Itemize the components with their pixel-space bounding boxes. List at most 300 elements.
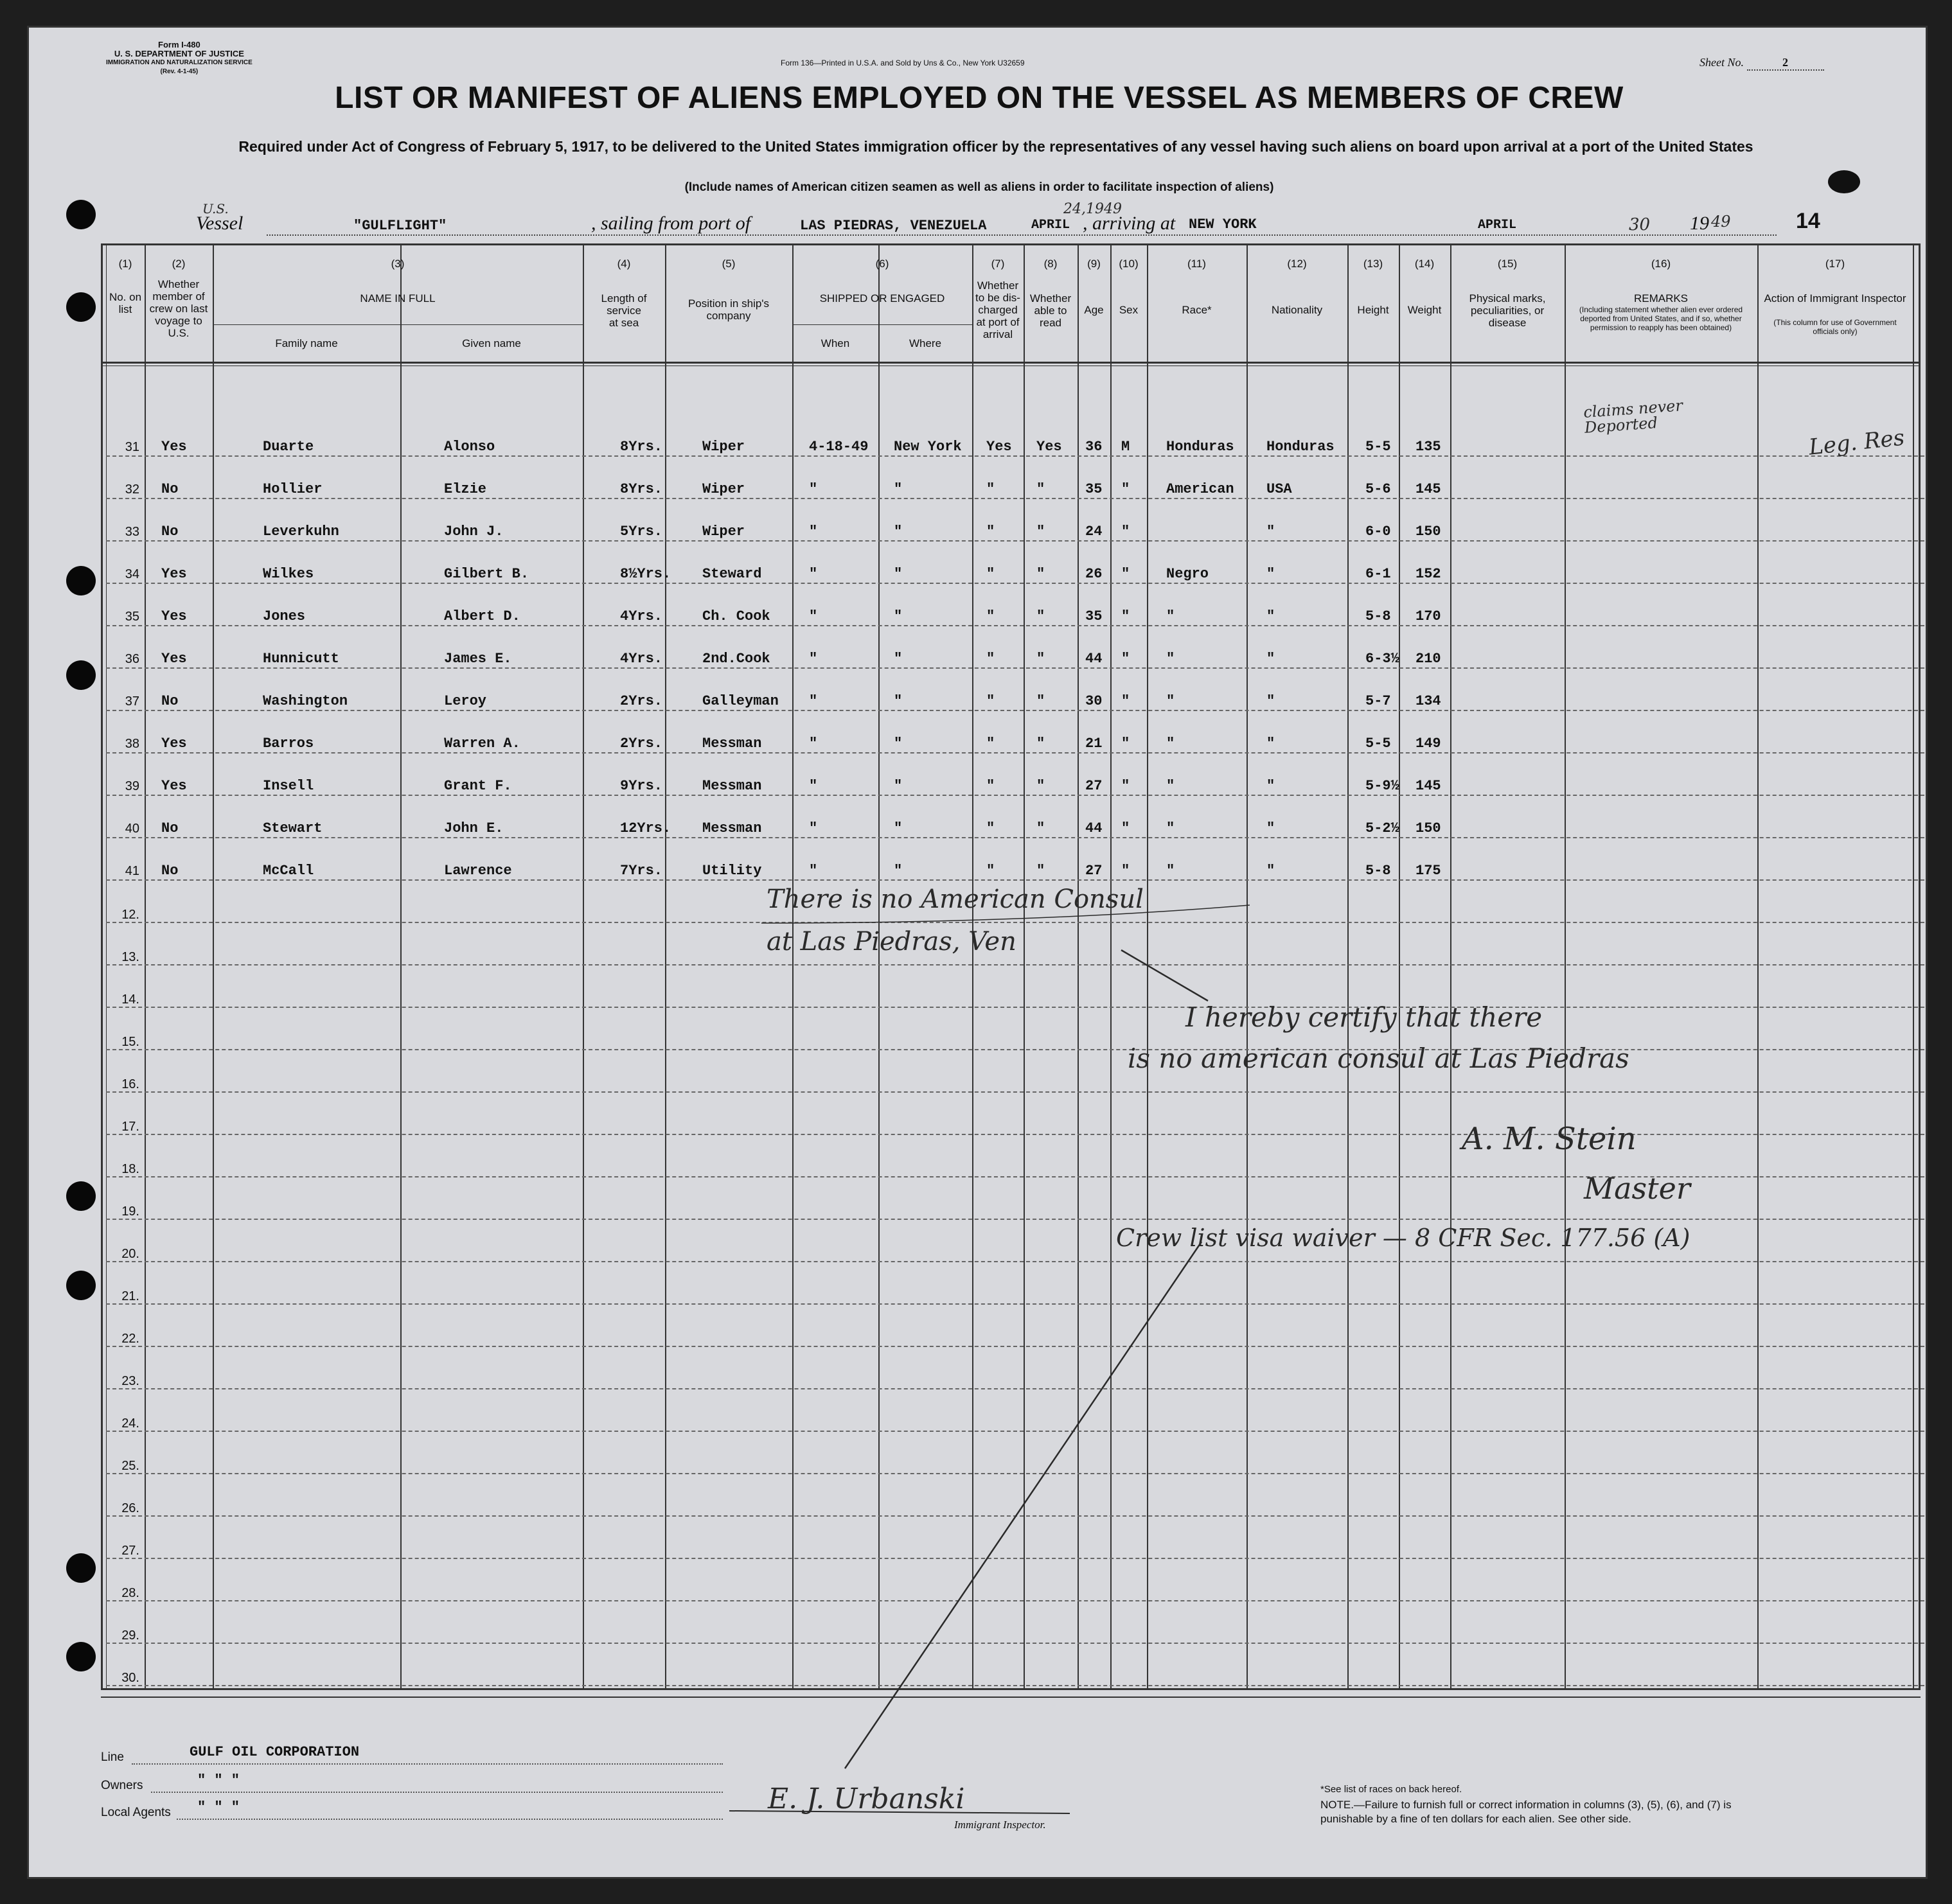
depart-month: APRIL — [1031, 218, 1070, 233]
cell-prev: No — [161, 693, 179, 709]
row-number: 23. — [121, 1374, 139, 1388]
cell-age: 27 — [1085, 863, 1103, 879]
line-label: Line — [101, 1750, 124, 1764]
cell-sex: " — [1121, 608, 1130, 624]
row-rule — [106, 498, 1924, 499]
cell-given: John J. — [444, 524, 504, 540]
row-number: 15. — [121, 1035, 139, 1049]
row-number: 18. — [121, 1162, 139, 1176]
cell-where: " — [894, 693, 903, 709]
cell-sex: " — [1121, 736, 1130, 752]
form-id-line: U. S. DEPARTMENT OF JUSTICE — [114, 49, 244, 58]
cell-service: 2Yrs. — [620, 693, 663, 709]
cell-sex: " — [1121, 820, 1130, 836]
row-number: 28. — [121, 1586, 139, 1600]
row-number: 30. — [121, 1671, 139, 1685]
row-number: 19. — [121, 1204, 139, 1219]
action-note: (This column for use of Government officials only) — [1773, 318, 1897, 336]
cell-read: " — [1036, 863, 1045, 879]
subnote: (Include names of American citizen seamen as well as aliens in order to facilitate inspection of aliens) — [684, 181, 1274, 194]
row-rule — [106, 455, 1924, 457]
row-number: 13. — [121, 950, 139, 964]
corner-number: 14 — [1796, 209, 1820, 233]
cell-height: 5-6 — [1365, 481, 1391, 497]
col-header-last-voyage: Whether member of crew on last voyage to U.S. — [149, 278, 208, 339]
cell-family: Duarte — [263, 439, 314, 455]
row-rule — [106, 879, 1924, 881]
row-rule — [106, 540, 1924, 542]
cell-weight: 145 — [1415, 778, 1441, 794]
subheader-when: When — [821, 337, 850, 349]
cell-discharge: " — [986, 524, 995, 540]
cell-when: 4-18-49 — [809, 439, 869, 455]
row-number: 35 — [125, 610, 139, 624]
cell-race: Honduras — [1166, 439, 1234, 455]
cell-read: " — [1036, 778, 1045, 794]
row-number: 21. — [121, 1289, 139, 1303]
row-rule — [106, 1049, 1924, 1050]
remarks-note: (Including statement whether alien ever ordered deported from United States, and if so, whether permission to reapply has been obtained) — [1579, 305, 1743, 332]
cell-given: John E. — [444, 820, 504, 836]
cell-prev: No — [161, 481, 179, 497]
row-rule — [106, 1261, 1924, 1262]
cell-height: 5-5 — [1365, 439, 1391, 455]
cell-sex: " — [1121, 651, 1130, 667]
row-number: 14. — [121, 992, 139, 1007]
cell-where: " — [894, 863, 903, 879]
ink-blot — [1828, 170, 1860, 193]
cell-nationality: " — [1266, 778, 1275, 794]
row-rule — [106, 837, 1924, 838]
visa-waiver-note: Crew list visa waiver — 8 CFR Sec. 177.56 (A) — [1116, 1224, 1690, 1252]
cell-position: Wiper — [702, 439, 745, 455]
cell-age: 35 — [1085, 481, 1103, 497]
cell-weight: 134 — [1415, 693, 1441, 709]
fine-note: NOTE.—Failure to furnish full or correct information in columns (3), (5), (6), and (7) is punishable by a fine of ten dollars for each alien. See other side. — [1320, 1799, 1732, 1825]
col-num: (15) — [1497, 258, 1518, 270]
col-num: (6) — [875, 258, 889, 270]
cell-prev: Yes — [161, 651, 187, 667]
cell-sex: " — [1121, 524, 1130, 540]
col-header-physical: Physical marks, peculiarities, or disease — [1469, 292, 1546, 329]
col-header-remarks: REMARKS — [1633, 292, 1689, 304]
cell-position: Ch. Cook — [702, 608, 770, 624]
cell-sex: " — [1121, 778, 1130, 794]
header-divider — [101, 362, 1921, 364]
cell-position: Steward — [702, 566, 762, 582]
punch-hole — [66, 566, 96, 595]
cell-discharge: " — [986, 608, 995, 624]
cell-read: " — [1036, 820, 1045, 836]
punch-hole — [66, 1181, 96, 1211]
cell-age: 27 — [1085, 778, 1103, 794]
cell-given: Lawrence — [444, 863, 512, 879]
cell-family: Barros — [263, 736, 314, 752]
certify-line1: I hereby certify that there — [1185, 1001, 1543, 1033]
cell-nationality: " — [1266, 651, 1275, 667]
owners-value: " " " — [197, 1772, 240, 1788]
row-rule — [106, 1685, 1924, 1686]
cell-when: " — [809, 481, 818, 497]
row-rule — [106, 1007, 1924, 1008]
cell-weight: 149 — [1415, 736, 1441, 752]
form-identifier — [106, 40, 253, 76]
cell-nationality: " — [1266, 736, 1275, 752]
cell-prev: Yes — [161, 608, 187, 624]
cell-when: " — [809, 736, 818, 752]
certify-line2: is no american consul at Las Piedras — [1128, 1043, 1629, 1074]
col-header-race: Race* — [1182, 304, 1212, 316]
cell-height: 5-8 — [1365, 608, 1391, 624]
cell-when: " — [809, 778, 818, 794]
cell-weight: 150 — [1415, 524, 1441, 540]
col-num: (10) — [1119, 258, 1139, 270]
cell-prev: Yes — [161, 439, 187, 455]
punch-hole — [66, 292, 96, 322]
row-number: 31 — [125, 440, 139, 454]
punch-hole — [66, 1553, 96, 1583]
row-rule — [106, 1643, 1924, 1644]
vessel-label: Vessel — [196, 213, 244, 234]
row-number: 32 — [125, 482, 139, 497]
row-rule — [106, 1558, 1924, 1559]
cell-weight: 170 — [1415, 608, 1441, 624]
sheet-label: Sheet No. — [1699, 56, 1744, 69]
cell-service: 2Yrs. — [620, 736, 663, 752]
depart-day: 24,1949 — [1063, 201, 1122, 217]
cell-height: 5-2½ — [1365, 820, 1399, 836]
consul-note-line1: There is no American Consul — [767, 885, 1144, 914]
cell-given: Grant F. — [444, 778, 512, 794]
cell-prev: Yes — [161, 566, 187, 582]
cell-prev: No — [161, 524, 179, 540]
cell-where: " — [894, 778, 903, 794]
arrival-port: NEW YORK — [1189, 216, 1257, 233]
cell-read: " — [1036, 651, 1045, 667]
row-rule — [106, 1346, 1924, 1347]
col-num: (4) — [617, 258, 631, 270]
cell-service: 7Yrs. — [620, 863, 663, 879]
row-number: 25. — [121, 1459, 139, 1473]
remarks-handwritten: claims never Deported — [1583, 396, 1683, 437]
col-num: (17) — [1825, 258, 1845, 270]
cell-height: 6-0 — [1365, 524, 1391, 540]
cell-height: 5-8 — [1365, 863, 1391, 879]
cell-family: McCall — [263, 863, 314, 879]
row-rule — [106, 964, 1924, 965]
arrive-month: APRIL — [1478, 218, 1517, 233]
agents-label: Local Agents — [101, 1806, 171, 1819]
cell-discharge: " — [986, 736, 995, 752]
punch-hole — [66, 1642, 96, 1671]
row-rule — [106, 625, 1924, 626]
cell-age: 44 — [1085, 651, 1103, 667]
row-number: 17. — [121, 1120, 139, 1134]
row-rule — [106, 795, 1924, 796]
cell-weight: 150 — [1415, 820, 1441, 836]
subheader-family: Family name — [275, 337, 338, 349]
cell-when: " — [809, 524, 818, 540]
cell-nationality: " — [1266, 693, 1275, 709]
cell-nationality: " — [1266, 608, 1275, 624]
race-note: *See list of races on back hereof. — [1320, 1784, 1462, 1795]
action-handwritten: Leg. Res — [1807, 425, 1906, 461]
master-title: Master — [1584, 1171, 1690, 1206]
cell-height: 5-7 — [1365, 693, 1391, 709]
cell-race: " — [1166, 736, 1175, 752]
row-rule — [106, 1600, 1924, 1601]
cell-sex: " — [1121, 863, 1130, 879]
cell-service: 8Yrs. — [620, 481, 663, 497]
cell-race: " — [1166, 693, 1175, 709]
row-number: 34 — [125, 567, 139, 581]
owners-label: Owners — [101, 1779, 143, 1792]
col-header-read: Whether able to read — [1029, 292, 1072, 329]
cell-race: " — [1166, 608, 1175, 624]
col-num: (9) — [1087, 258, 1101, 270]
form-id-line: (Rev. 4-1-45) — [160, 68, 199, 75]
cell-service: 4Yrs. — [620, 608, 663, 624]
cell-height: 6-1 — [1365, 566, 1391, 582]
cell-read: " — [1036, 608, 1045, 624]
cell-weight: 135 — [1415, 439, 1441, 455]
sheet-number-value: 2 — [1747, 56, 1824, 71]
col-header-service: Length of service at sea — [601, 292, 647, 329]
cell-race: " — [1166, 820, 1175, 836]
col-num: (13) — [1363, 258, 1383, 270]
cell-when: " — [809, 608, 818, 624]
manifest-sheet — [27, 26, 1928, 1879]
cell-when: " — [809, 820, 818, 836]
row-number: 38 — [125, 737, 139, 751]
cell-weight: 145 — [1415, 481, 1441, 497]
cell-sex: M — [1121, 439, 1130, 455]
port-name: LAS PIEDRAS, VENEZUELA — [800, 218, 987, 234]
year-suffix: 49 — [1711, 213, 1731, 231]
cell-nationality: " — [1266, 566, 1275, 582]
cell-service: 8Yrs. — [620, 439, 663, 455]
row-rule — [106, 1388, 1924, 1389]
cell-discharge: " — [986, 481, 995, 497]
cell-read: " — [1036, 566, 1045, 582]
row-rule — [106, 1431, 1924, 1432]
cell-given: Alonso — [444, 439, 495, 455]
cell-prev: Yes — [161, 778, 187, 794]
col-header-position: Position in ship's company — [688, 297, 770, 322]
cell-prev: No — [161, 863, 179, 879]
cell-given: James E. — [444, 651, 512, 667]
cell-position: Utility — [702, 863, 762, 879]
punch-hole — [66, 1271, 96, 1300]
punch-hole — [66, 660, 96, 690]
cell-given: Albert D. — [444, 608, 520, 624]
cell-sex: " — [1121, 566, 1130, 582]
cell-where: " — [894, 736, 903, 752]
col-header-shipped: SHIPPED OR ENGAGED — [819, 292, 945, 304]
inspector-label: Immigrant Inspector. — [954, 1819, 1046, 1831]
col-num: (12) — [1287, 258, 1307, 270]
cell-discharge: Yes — [986, 439, 1012, 455]
row-number: 39 — [125, 779, 139, 793]
cell-family: Jones — [263, 608, 306, 624]
col-num: (8) — [1043, 258, 1058, 270]
consul-note-line2: at Las Piedras, Ven — [767, 927, 1016, 956]
row-number: 29. — [121, 1628, 139, 1643]
cell-age: 24 — [1085, 524, 1103, 540]
cell-given: Warren A. — [444, 736, 520, 752]
cell-service: 4Yrs. — [620, 651, 663, 667]
row-number: 20. — [121, 1247, 139, 1261]
cell-where: " — [894, 820, 903, 836]
cell-position: Galleyman — [702, 693, 779, 709]
cell-given: Elzie — [444, 481, 487, 497]
cell-where: " — [894, 651, 903, 667]
vessel-name: "GULFLIGHT" — [353, 218, 447, 234]
col-num: (11) — [1187, 258, 1206, 270]
cell-service: 9Yrs. — [620, 778, 663, 794]
cell-discharge: " — [986, 778, 995, 794]
cell-age: 26 — [1085, 566, 1103, 582]
cell-weight: 175 — [1415, 863, 1441, 879]
cell-discharge: " — [986, 820, 995, 836]
cell-given: Gilbert B. — [444, 566, 529, 582]
cell-sex: " — [1121, 481, 1130, 497]
row-number: 41 — [125, 864, 139, 878]
row-rule — [106, 1303, 1924, 1305]
cell-position: Wiper — [702, 524, 745, 540]
cell-where: " — [894, 481, 903, 497]
col-header-nationality: Nationality — [1271, 304, 1323, 316]
cell-position: 2nd.Cook — [702, 651, 770, 667]
col-num: (7) — [991, 258, 1005, 270]
cell-prev: No — [161, 820, 179, 836]
row-rule — [106, 667, 1924, 669]
row-number: 37 — [125, 694, 139, 709]
row-rule — [106, 752, 1924, 754]
col-num: (16) — [1651, 258, 1671, 270]
cell-family: Hollier — [263, 481, 323, 497]
row-number: 24. — [121, 1416, 139, 1431]
cell-position: Messman — [702, 820, 762, 836]
cell-where: " — [894, 566, 903, 582]
col-header-weight: Weight — [1407, 304, 1442, 316]
page-title: LIST OR MANIFEST OF ALIENS EMPLOYED ON THE VESSEL AS MEMBERS OF CREW — [335, 81, 1624, 115]
cell-read: Yes — [1036, 439, 1062, 455]
row-number: 22. — [121, 1332, 139, 1346]
cell-position: Messman — [702, 736, 762, 752]
row-number: 27. — [121, 1544, 139, 1558]
cell-nationality: USA — [1266, 481, 1292, 497]
cell-age: 21 — [1085, 736, 1103, 752]
sailing-label: , sailing from port of — [591, 213, 751, 234]
cell-position: Wiper — [702, 481, 745, 497]
cell-family: Washington — [263, 693, 348, 709]
cell-when: " — [809, 863, 818, 879]
cell-when: " — [809, 651, 818, 667]
col-num: (3) — [391, 258, 405, 270]
row-rule — [106, 1134, 1924, 1135]
cell-service: 8½Yrs. — [620, 566, 671, 582]
row-number: 16. — [121, 1077, 139, 1091]
cell-when: " — [809, 566, 818, 582]
cell-discharge: " — [986, 651, 995, 667]
cell-family: Insell — [263, 778, 314, 794]
cell-race: American — [1166, 481, 1234, 497]
year-prefix: 19 — [1690, 213, 1709, 234]
cell-prev: Yes — [161, 736, 187, 752]
row-number: 12. — [121, 908, 139, 922]
row-number: 33 — [125, 525, 139, 539]
cell-race: Negro — [1166, 566, 1209, 582]
row-rule — [106, 1473, 1924, 1474]
us-mark: U.S. — [202, 201, 229, 216]
cell-position: Messman — [702, 778, 762, 794]
arrive-day: 30 — [1629, 215, 1651, 234]
subtitle: Required under Act of Congress of February 5, 1917, to be delivered to the United States immigration officer by the representatives of any vessel having such aliens on board upon arrival at a port of the United States — [238, 138, 1753, 155]
cell-read: " — [1036, 693, 1045, 709]
col-header-action: Action of Immigrant Inspector — [1764, 292, 1906, 304]
cell-where: New York — [894, 439, 962, 455]
cell-family: Stewart — [263, 820, 323, 836]
cell-nationality: " — [1266, 820, 1275, 836]
cell-age: 35 — [1085, 608, 1103, 624]
col-num: (1) — [118, 258, 132, 270]
row-number: 40 — [125, 822, 139, 836]
cell-service: 12Yrs. — [620, 820, 671, 836]
cell-race: " — [1166, 651, 1175, 667]
arriving-label: , arriving at — [1083, 213, 1176, 234]
cell-discharge: " — [986, 566, 995, 582]
cell-where: " — [894, 524, 903, 540]
cell-height: 6-3½ — [1365, 651, 1399, 667]
line-value: GULF OIL CORPORATION — [190, 1744, 360, 1760]
cell-age: 30 — [1085, 693, 1103, 709]
form-id-line: Form I-480 — [158, 40, 200, 49]
inspector-signature: E. J. Urbanski — [768, 1783, 965, 1815]
col-num: (2) — [172, 258, 186, 270]
cell-age: 36 — [1085, 439, 1103, 455]
sheet-number — [1699, 56, 1824, 71]
agents-value: " " " — [197, 1799, 240, 1815]
cell-family: Leverkuhn — [263, 524, 339, 540]
subheader-given: Given name — [462, 337, 521, 349]
master-signature: A. M. Stein — [1462, 1121, 1637, 1157]
cell-where: " — [894, 608, 903, 624]
cell-sex: " — [1121, 693, 1130, 709]
punch-hole — [66, 200, 96, 229]
cell-read: " — [1036, 481, 1045, 497]
row-number: 36 — [125, 652, 139, 666]
row-rule — [106, 583, 1924, 584]
col-header-sex: Sex — [1119, 304, 1139, 316]
voyage-line — [196, 201, 1820, 240]
col-header-no: No. on list — [109, 291, 142, 315]
cell-age: 44 — [1085, 820, 1103, 836]
col-num: (5) — [722, 258, 736, 270]
subheader-where: Where — [909, 337, 942, 349]
cell-discharge: " — [986, 863, 995, 879]
cell-weight: 152 — [1415, 566, 1441, 582]
cell-when: " — [809, 693, 818, 709]
footer-divider — [101, 1697, 1921, 1698]
cell-given: Leroy — [444, 693, 487, 709]
col-num: (14) — [1414, 258, 1435, 270]
cell-service: 5Yrs. — [620, 524, 663, 540]
col-header-name: NAME IN FULL — [360, 292, 436, 304]
row-rule — [106, 1515, 1924, 1517]
cell-read: " — [1036, 736, 1045, 752]
cell-height: 5-5 — [1365, 736, 1391, 752]
